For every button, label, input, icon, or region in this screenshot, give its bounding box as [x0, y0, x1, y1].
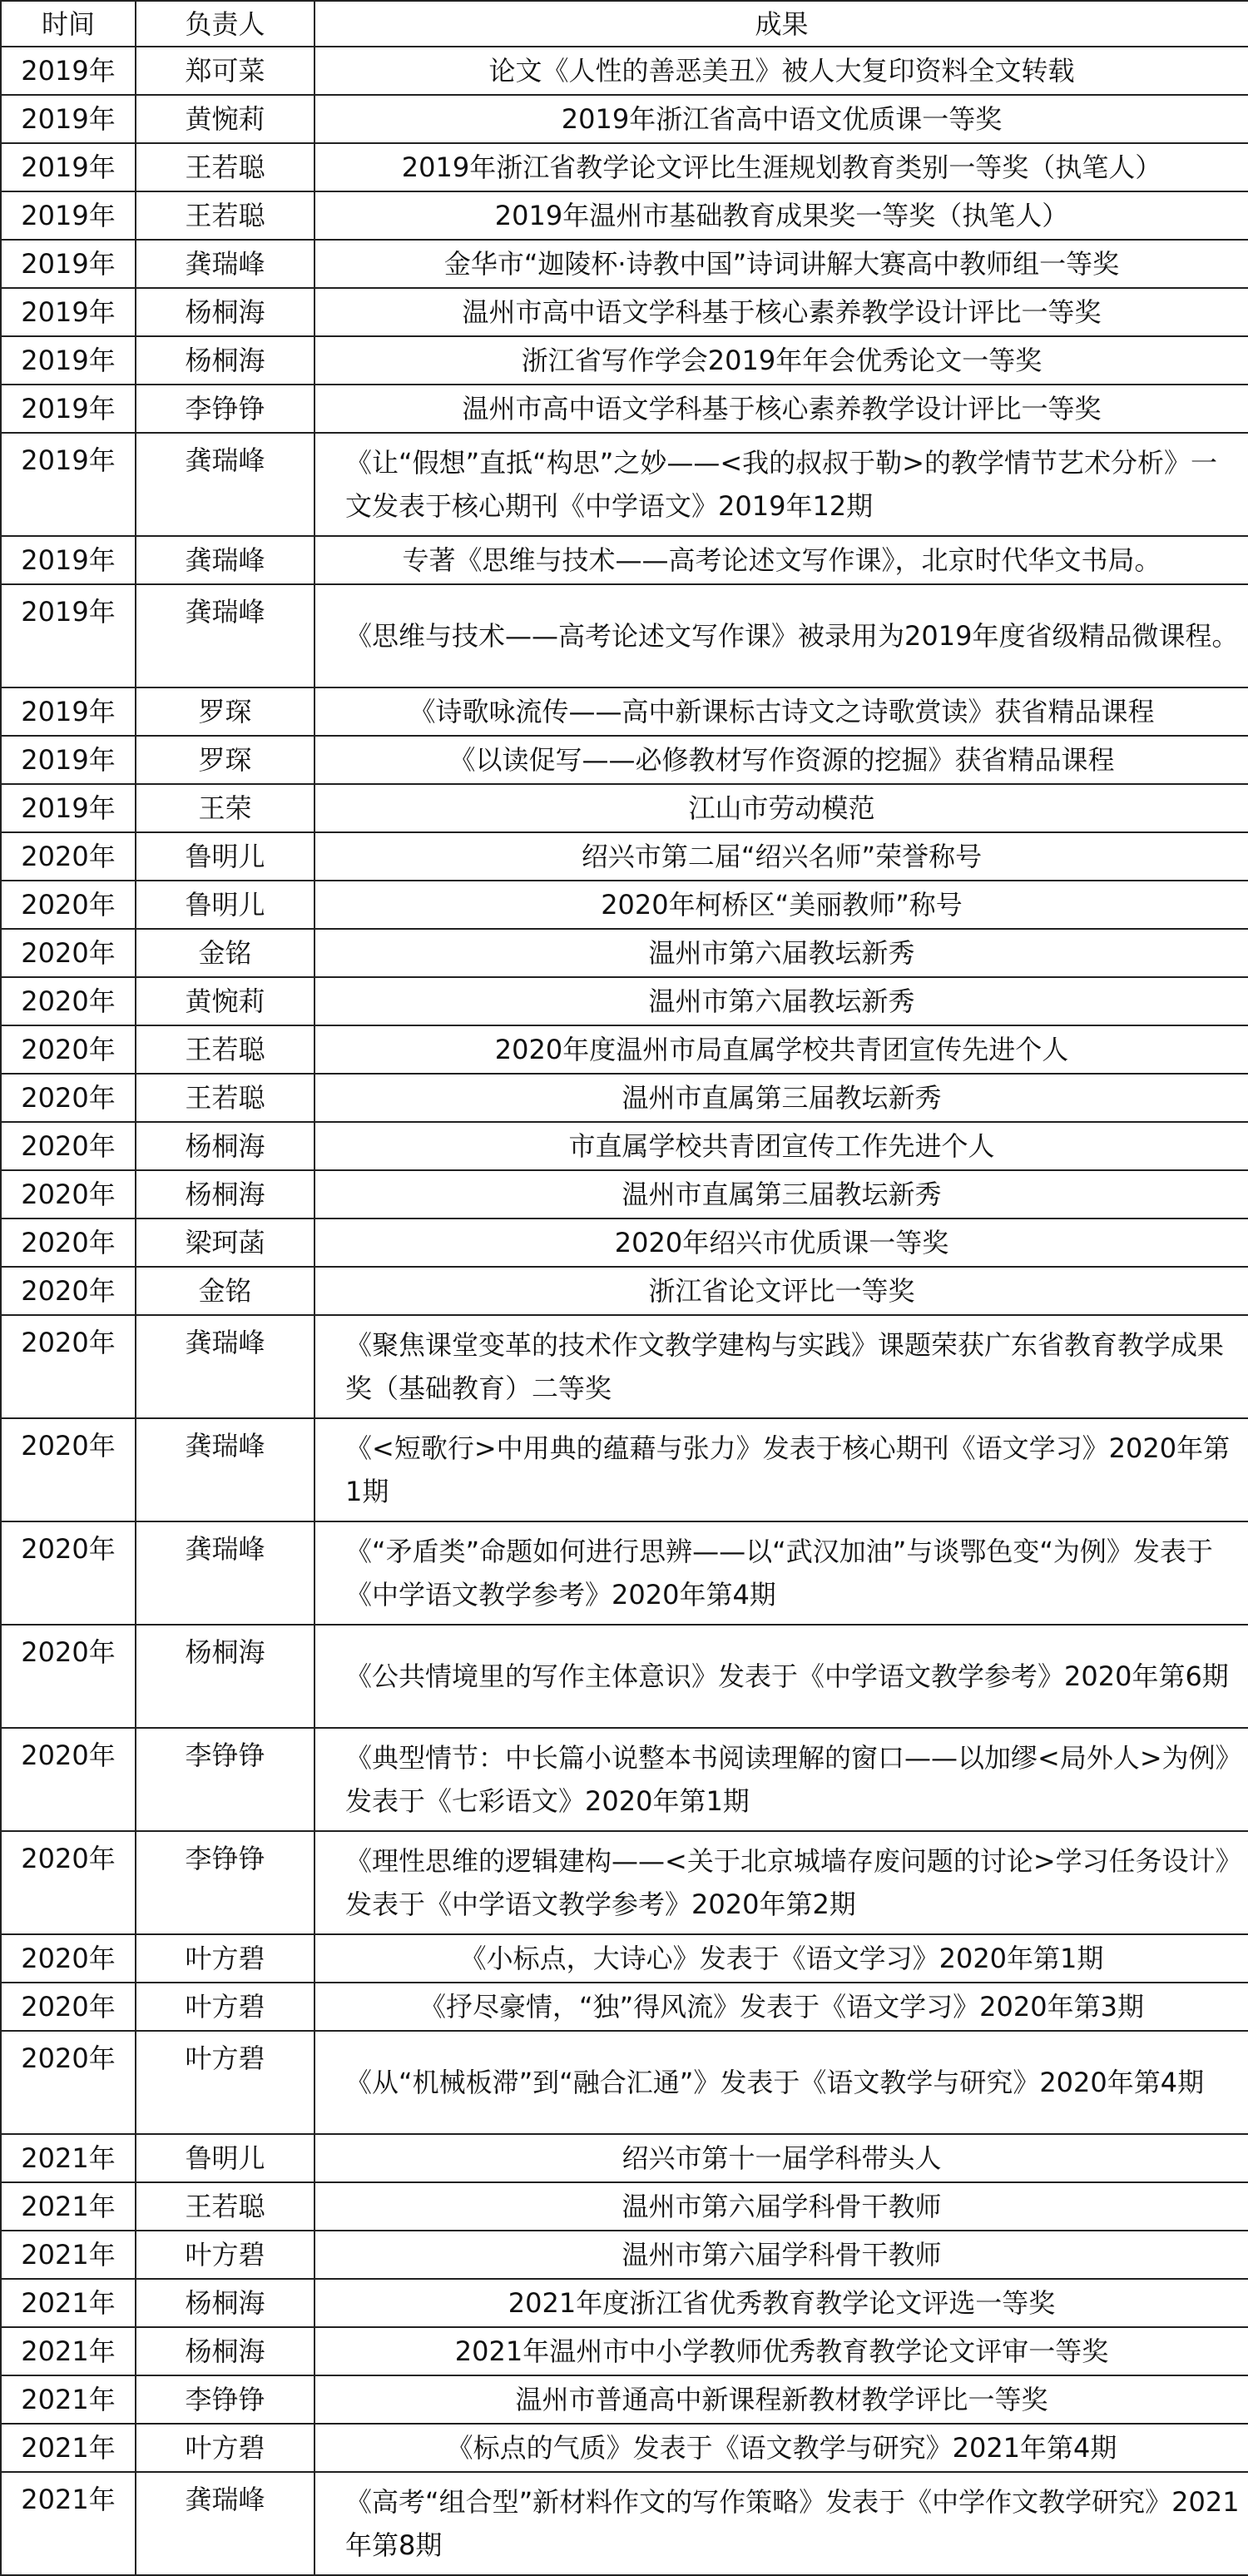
cell-time: 2021年 — [1, 2327, 136, 2375]
cell-time: 2020年 — [1, 1315, 136, 1418]
table-row — [1, 1983, 1248, 2031]
cell-person: 龚瑞峰 — [136, 240, 314, 288]
cell-time: 2021年 — [1, 2231, 136, 2279]
cell-result: 温州市第六届学科骨干教师 — [314, 2182, 1248, 2231]
cell-person: 鲁明儿 — [136, 881, 314, 929]
cell-time: 2019年 — [1, 385, 136, 433]
cell-person: 王若聪 — [136, 1074, 314, 1122]
cell-time: 2021年 — [1, 2375, 136, 2424]
cell-time: 2019年 — [1, 433, 136, 536]
cell-result: 温州市高中语文学科基于核心素养教学设计评比一等奖 — [314, 288, 1248, 336]
table-row — [1, 2424, 1248, 2472]
table-header — [1, 1, 1248, 47]
cell-person: 龚瑞峰 — [136, 584, 314, 687]
cell-person: 黄惋莉 — [136, 95, 314, 143]
cell-person: 鲁明儿 — [136, 832, 314, 881]
cell-result: 《思维与技术——高考论述文写作课》被录用为2019年度省级精品微课程。 — [314, 584, 1248, 687]
cell-person: 龚瑞峰 — [136, 536, 314, 584]
cell-person: 李铮铮 — [136, 385, 314, 433]
cell-result: 《“矛盾类”命题如何进行思辨——以“武汉加油”与谈鄂色变“为例》发表于《中学语文教学参考》2020年第4期 — [314, 1521, 1248, 1625]
cell-person: 龚瑞峰 — [136, 1315, 314, 1418]
cell-result: 金华市“迦陵杯·诗教中国”诗词讲解大赛高中教师组一等奖 — [314, 240, 1248, 288]
table-row — [1, 1170, 1248, 1219]
cell-result: 专著《思维与技术——高考论述文写作课》，北京时代华文书局。 — [314, 536, 1248, 584]
cell-result: 2021年温州市中小学教师优秀教育教学论文评审一等奖 — [314, 2327, 1248, 2375]
table-row — [1, 1934, 1248, 1983]
cell-result: 温州市第六届学科骨干教师 — [314, 2231, 1248, 2279]
cell-person: 叶方碧 — [136, 2424, 314, 2472]
table-row — [1, 736, 1248, 784]
cell-result: 论文《人性的善恶美丑》被人大复印资料全文转载 — [314, 47, 1248, 95]
cell-result: 《理性思维的逻辑建构——<关于北京城墙存废问题的讨论>学习任务设计》发表于《中学语文教学参考》2020年第2期 — [314, 1831, 1248, 1934]
cell-time: 2020年 — [1, 1418, 136, 1521]
cell-result: 温州市第六届教坛新秀 — [314, 977, 1248, 1025]
table-row — [1, 1219, 1248, 1267]
cell-time: 2019年 — [1, 95, 136, 143]
cell-result: 2021年度浙江省优秀教育教学论文评选一等奖 — [314, 2279, 1248, 2327]
table-row — [1, 929, 1248, 977]
table-row — [1, 881, 1248, 929]
cell-person: 龚瑞峰 — [136, 433, 314, 536]
cell-result: 《高考“组合型”新材料作文的写作策略》发表于《中学作文教学研究》2021年第8期 — [314, 2472, 1248, 2575]
cell-person: 李铮铮 — [136, 1728, 314, 1831]
cell-person: 杨桐海 — [136, 1170, 314, 1219]
cell-person: 黄惋莉 — [136, 977, 314, 1025]
table-row — [1, 2279, 1248, 2327]
cell-person: 杨桐海 — [136, 2279, 314, 2327]
cell-person: 罗琛 — [136, 736, 314, 784]
cell-result: 浙江省论文评比一等奖 — [314, 1267, 1248, 1315]
cell-result: 绍兴市第二届“绍兴名师”荣誉称号 — [314, 832, 1248, 881]
table-row — [1, 1831, 1248, 1934]
table-row — [1, 784, 1248, 832]
cell-time: 2019年 — [1, 240, 136, 288]
cell-result: 《以读促写——必修教材写作资源的挖掘》获省精品课程 — [314, 736, 1248, 784]
cell-result: 2019年温州市基础教育成果奖一等奖（执笔人） — [314, 191, 1248, 240]
cell-time: 2020年 — [1, 929, 136, 977]
header-result: 成果 — [314, 1, 1248, 47]
table-row — [1, 1074, 1248, 1122]
table-row — [1, 584, 1248, 687]
header-row — [1, 1, 1248, 47]
cell-result: 2020年柯桥区“美丽教师”称号 — [314, 881, 1248, 929]
cell-time: 2020年 — [1, 881, 136, 929]
cell-person: 王若聪 — [136, 1025, 314, 1074]
table-row — [1, 191, 1248, 240]
table-row — [1, 47, 1248, 95]
cell-time: 2020年 — [1, 2031, 136, 2134]
cell-time: 2019年 — [1, 736, 136, 784]
cell-person: 龚瑞峰 — [136, 1418, 314, 1521]
cell-person: 叶方碧 — [136, 2231, 314, 2279]
table-row — [1, 1267, 1248, 1315]
table-row — [1, 1728, 1248, 1831]
cell-time: 2021年 — [1, 2472, 136, 2575]
cell-person: 杨桐海 — [136, 288, 314, 336]
cell-person: 王若聪 — [136, 143, 314, 191]
cell-person: 鲁明儿 — [136, 2134, 314, 2182]
cell-result: 2019年浙江省高中语文优质课一等奖 — [314, 95, 1248, 143]
cell-time: 2019年 — [1, 784, 136, 832]
cell-result: 浙江省写作学会2019年年会优秀论文一等奖 — [314, 336, 1248, 385]
cell-person: 龚瑞峰 — [136, 1521, 314, 1625]
cell-person: 王若聪 — [136, 191, 314, 240]
cell-time: 2020年 — [1, 1728, 136, 1831]
header-person: 负责人 — [136, 1, 314, 47]
cell-time: 2021年 — [1, 2424, 136, 2472]
cell-time: 2019年 — [1, 687, 136, 736]
cell-result: 温州市高中语文学科基于核心素养教学设计评比一等奖 — [314, 385, 1248, 433]
table-row — [1, 95, 1248, 143]
cell-time: 2021年 — [1, 2134, 136, 2182]
table-row — [1, 433, 1248, 536]
cell-result: 2019年浙江省教学论文评比生涯规划教育类别一等奖（执笔人） — [314, 143, 1248, 191]
cell-time: 2019年 — [1, 536, 136, 584]
cell-time: 2021年 — [1, 2182, 136, 2231]
cell-person: 李铮铮 — [136, 2375, 314, 2424]
cell-person: 叶方碧 — [136, 2031, 314, 2134]
cell-time: 2020年 — [1, 1521, 136, 1625]
cell-time: 2020年 — [1, 1625, 136, 1728]
cell-result: 《聚焦课堂变革的技术作文教学建构与实践》课题荣获广东省教育教学成果奖（基础教育）二等奖 — [314, 1315, 1248, 1418]
table-row — [1, 143, 1248, 191]
table-row — [1, 977, 1248, 1025]
cell-result: 《抒尽豪情，“独”得风流》发表于《语文学习》2020年第3期 — [314, 1983, 1248, 2031]
cell-time: 2020年 — [1, 1074, 136, 1122]
cell-time: 2019年 — [1, 288, 136, 336]
table-row — [1, 687, 1248, 736]
table-row — [1, 2472, 1248, 2575]
table-row — [1, 2134, 1248, 2182]
table-row — [1, 336, 1248, 385]
table-row — [1, 2327, 1248, 2375]
cell-person: 杨桐海 — [136, 1625, 314, 1728]
cell-result: 温州市直属第三届教坛新秀 — [314, 1170, 1248, 1219]
table-row — [1, 1418, 1248, 1521]
cell-result: 《<短歌行>中用典的蕴藉与张力》发表于核心期刊《语文学习》2020年第1期 — [314, 1418, 1248, 1521]
cell-result: 温州市直属第三届教坛新秀 — [314, 1074, 1248, 1122]
table-row — [1, 1521, 1248, 1625]
cell-person: 王若聪 — [136, 2182, 314, 2231]
cell-person: 王荣 — [136, 784, 314, 832]
cell-result: 《诗歌咏流传——高中新课标古诗文之诗歌赏读》获省精品课程 — [314, 687, 1248, 736]
cell-time: 2020年 — [1, 1170, 136, 1219]
cell-person: 杨桐海 — [136, 1122, 314, 1170]
cell-time: 2020年 — [1, 832, 136, 881]
table-row — [1, 2375, 1248, 2424]
cell-result: 《公共情境里的写作主体意识》发表于《中学语文教学参考》2020年第6期 — [314, 1625, 1248, 1728]
cell-result: 《从“机械板滞”到“融合汇通”》发表于《语文教学与研究》2020年第4期 — [314, 2031, 1248, 2134]
table-row — [1, 2231, 1248, 2279]
cell-time: 2019年 — [1, 47, 136, 95]
cell-time: 2020年 — [1, 1219, 136, 1267]
table-row — [1, 832, 1248, 881]
table-row — [1, 1025, 1248, 1074]
cell-person: 罗琛 — [136, 687, 314, 736]
cell-time: 2019年 — [1, 143, 136, 191]
table-row — [1, 1122, 1248, 1170]
table-row — [1, 2182, 1248, 2231]
cell-person: 梁珂菡 — [136, 1219, 314, 1267]
cell-person: 李铮铮 — [136, 1831, 314, 1934]
cell-result: 市直属学校共青团宣传工作先进个人 — [314, 1122, 1248, 1170]
cell-result: 《典型情节：中长篇小说整本书阅读理解的窗口——以加缪<局外人>为例》发表于《七彩语文》2020年第1期 — [314, 1728, 1248, 1831]
table-row — [1, 1315, 1248, 1418]
cell-result: 绍兴市第十一届学科带头人 — [314, 2134, 1248, 2182]
cell-person: 郑可菜 — [136, 47, 314, 95]
cell-result: 《让“假想”直抵“构思”之妙——<我的叔叔于勒>的教学情节艺术分析》一文发表于核心期刊《中学语文》2019年12期 — [314, 433, 1248, 536]
cell-time: 2020年 — [1, 977, 136, 1025]
cell-time: 2019年 — [1, 336, 136, 385]
table-row — [1, 1625, 1248, 1728]
cell-time: 2021年 — [1, 2279, 136, 2327]
cell-result: 《小标点，大诗心》发表于《语文学习》2020年第1期 — [314, 1934, 1248, 1983]
header-time: 时间 — [1, 1, 136, 47]
cell-result: 温州市普通高中新课程新教材教学评比一等奖 — [314, 2375, 1248, 2424]
cell-person: 金铭 — [136, 929, 314, 977]
cell-time: 2020年 — [1, 1267, 136, 1315]
cell-time: 2019年 — [1, 584, 136, 687]
cell-result: 温州市第六届教坛新秀 — [314, 929, 1248, 977]
cell-person: 杨桐海 — [136, 336, 314, 385]
cell-time: 2020年 — [1, 1122, 136, 1170]
cell-time: 2020年 — [1, 1831, 136, 1934]
cell-time: 2019年 — [1, 191, 136, 240]
cell-result: 2020年绍兴市优质课一等奖 — [314, 1219, 1248, 1267]
cell-time: 2020年 — [1, 1025, 136, 1074]
table-body — [1, 47, 1248, 2575]
table-row — [1, 288, 1248, 336]
cell-person: 叶方碧 — [136, 1934, 314, 1983]
table-row — [1, 536, 1248, 584]
cell-result: 《标点的气质》发表于《语文教学与研究》2021年第4期 — [314, 2424, 1248, 2472]
cell-person: 龚瑞峰 — [136, 2472, 314, 2575]
cell-time: 2020年 — [1, 1934, 136, 1983]
cell-person: 金铭 — [136, 1267, 314, 1315]
cell-person: 杨桐海 — [136, 2327, 314, 2375]
table-row — [1, 2031, 1248, 2134]
cell-result: 2020年度温州市局直属学校共青团宣传先进个人 — [314, 1025, 1248, 1074]
cell-person: 叶方碧 — [136, 1983, 314, 2031]
cell-time: 2020年 — [1, 1983, 136, 2031]
table-row — [1, 385, 1248, 433]
cell-result: 江山市劳动模范 — [314, 784, 1248, 832]
table-row — [1, 240, 1248, 288]
